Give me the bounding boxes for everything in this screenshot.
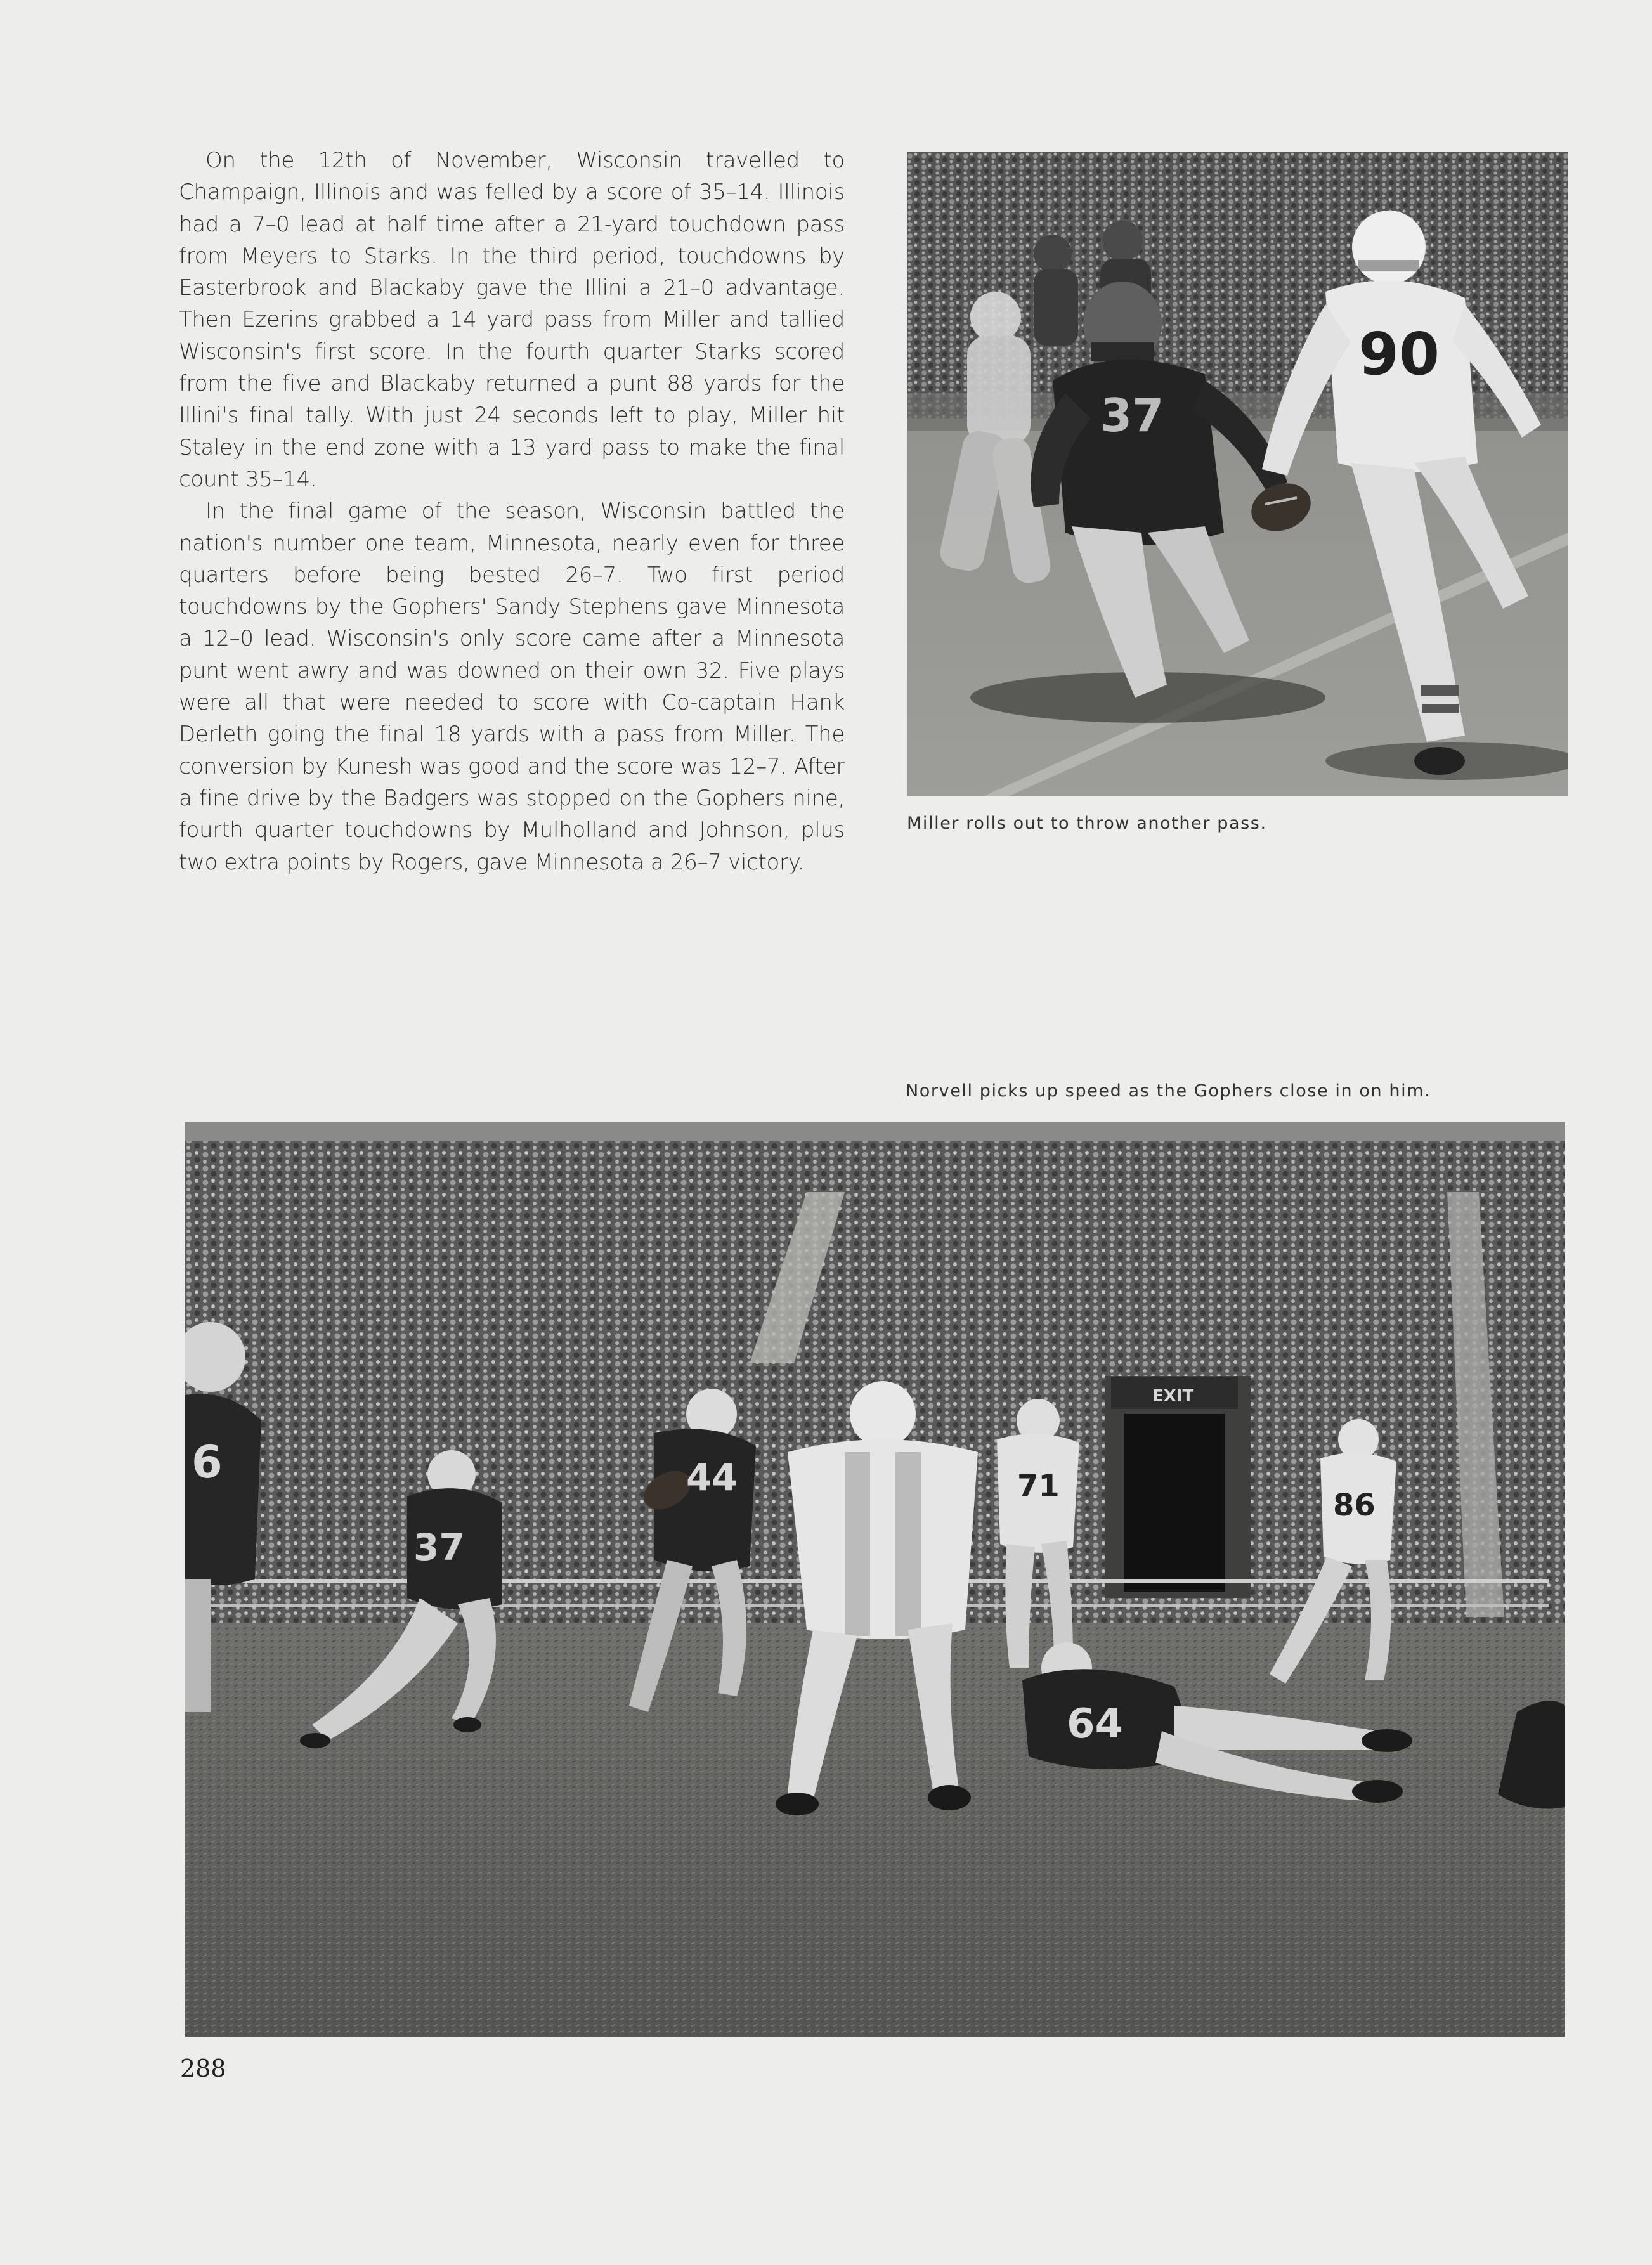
article-text <box>179 145 845 878</box>
photo-miller-rollout <box>907 152 1568 796</box>
jersey-number-71: 71 <box>1017 1469 1060 1504</box>
article-paragraph: In the final game of the season, Wisconsin battled the nation's number one team, Minnesota, nearly even for three quarters before being bested 26–7. Two first period touchdowns by the Gophers' Sandy Stephens gave Minnesota a 12–0 lead. Wisconsin's only score came after a Minnesota punt went awry and was downed on their own 32. Five plays were all that were needed to score with Co-captain Hank Derleth going the final 18 yards with a pass from Miller. The conversion by Kunesh was good and the score was 12–7. After a fine drive by the Badgers was stopped on the Gophers nine, fourth quarter touchdowns by Mulholland and Johnson, plus two extra points by Rogers, gave Minnesota a 26–7 victory. <box>179 498 845 875</box>
jersey-number-6: 6 <box>192 1436 223 1488</box>
photo-caption-bottom: Norvell picks up speed as the Gophers close in on him. <box>906 1081 1431 1101</box>
page-number: 288 <box>180 2054 226 2082</box>
jersey-number-37: 37 <box>1100 389 1164 442</box>
jersey-number-90: 90 <box>1358 320 1440 388</box>
article-paragraph: On the 12th of November, Wisconsin travelled to Champaign, Illinois and was felled by a score of 35–14. Illinois had a 7–0 lead at half time after a 21-yard touchdown pass from Meyers to Starks. In the third period, touchdowns by Easterbrook and Blackaby gave the Illini a 21–0 advantage. Then Ezerins grabbed a 14 yard pass from Miller and tallied Wisconsin's first score. In the fourth quarter Starks scored from the five and Blackaby returned a punt 88 yards for the Illini's final tally. With just 24 seconds left to play, Miller hit Staley in the end zone with a 13 yard pass to make the final count 35–14. <box>179 148 845 492</box>
exit-sign: EXIT <box>1152 1387 1194 1406</box>
photo-miller-rollout-image <box>907 152 1568 796</box>
jersey-number-37: 37 <box>413 1526 465 1569</box>
photo-norvell-run <box>185 1122 1565 2037</box>
photo-caption-top: Miller rolls out to throw another pass. <box>907 814 1267 833</box>
photo-norvell-run-image <box>185 1122 1565 2037</box>
jersey-number-64: 64 <box>1067 1701 1124 1748</box>
jersey-number-86: 86 <box>1333 1488 1376 1523</box>
jersey-number-44: 44 <box>686 1456 738 1499</box>
